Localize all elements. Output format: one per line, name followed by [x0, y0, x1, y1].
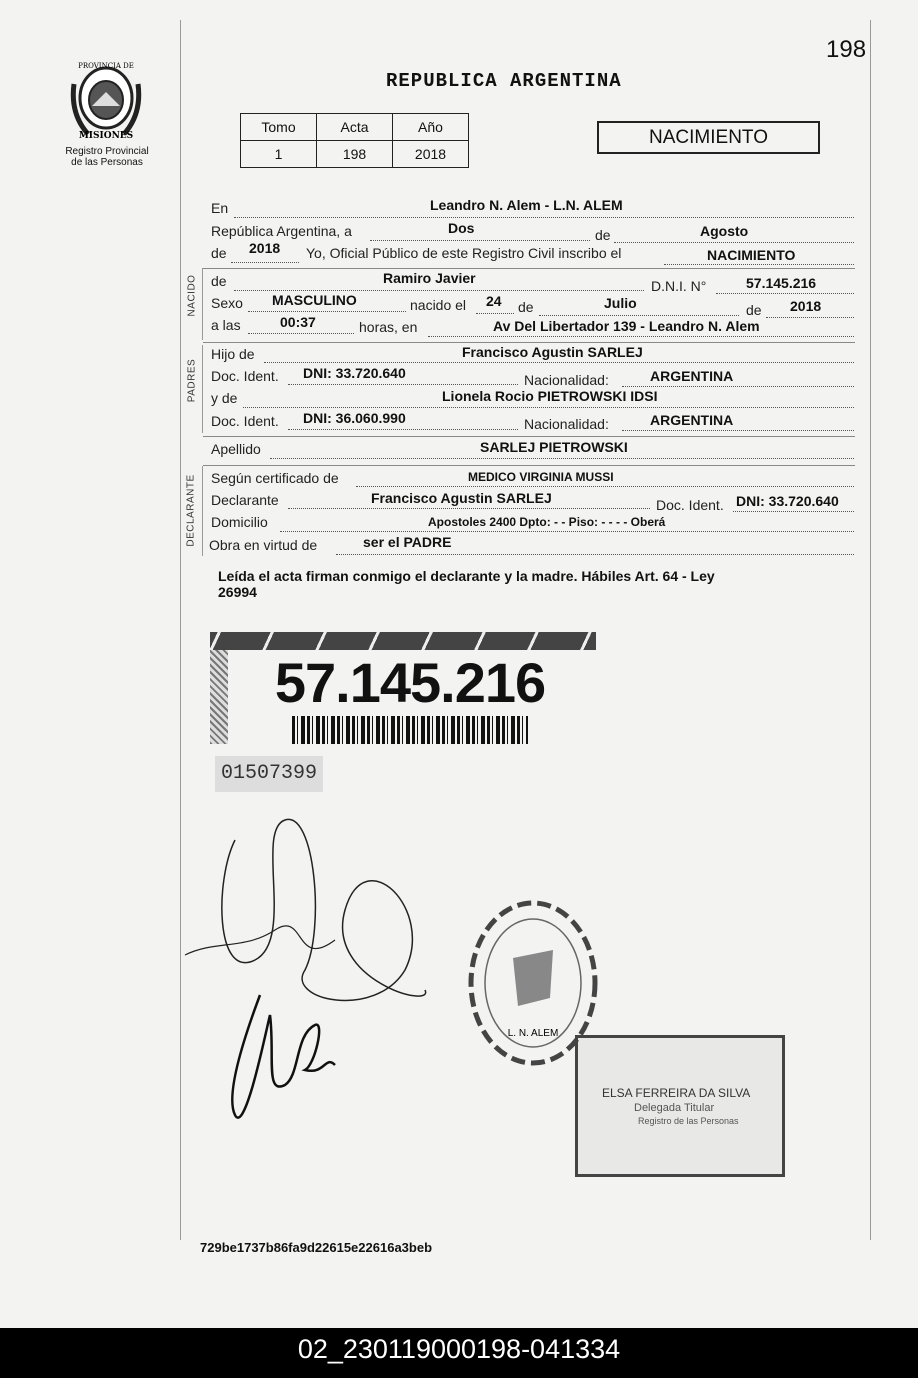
- value-madre-doc: DNI: 36.060.990: [303, 410, 406, 426]
- anio-header: Año: [393, 114, 469, 141]
- tomo-header: Tomo: [241, 114, 317, 141]
- dotline: [270, 458, 854, 459]
- label-de-nombre: de: [211, 273, 227, 289]
- dni-sticker-number: 57.145.216: [274, 651, 546, 714]
- barcode-graphic: [292, 716, 528, 744]
- separator: [203, 436, 855, 437]
- country-title: REPUBLICA ARGENTINA: [386, 70, 622, 92]
- dotline: [234, 217, 854, 218]
- acta-header: Acta: [317, 114, 393, 141]
- label-obra: Obra en virtud de: [209, 537, 318, 553]
- dni-serial: 01507399: [215, 756, 323, 792]
- dotline: [264, 362, 854, 363]
- dotline: [370, 240, 590, 241]
- right-margin-line: [870, 20, 871, 1240]
- dotline: [234, 290, 644, 291]
- province-seal-logo: [66, 54, 146, 142]
- value-dni: 57.145.216: [746, 275, 817, 291]
- label-domicilio: Domicilio: [211, 514, 268, 530]
- dotline: [716, 293, 854, 294]
- document-hash: 729be1737b86fa9d22615e22616a3beb: [200, 1240, 433, 1255]
- label-hijo-de: Hijo de: [211, 346, 255, 362]
- logo-caption-line1: Registro Provincial: [65, 146, 149, 157]
- tomo-value: 1: [241, 141, 317, 168]
- page-number: 198: [826, 36, 867, 63]
- label-horas-en: horas, en: [359, 319, 418, 335]
- label-y-de: y de: [211, 390, 238, 406]
- label-padre-doc: Doc. Ident.: [211, 368, 279, 384]
- separator: [203, 342, 855, 343]
- logo-caption: [48, 146, 166, 168]
- official-stamp: [575, 1035, 785, 1177]
- label-declarante-doc: Doc. Ident.: [656, 497, 724, 513]
- value-sexo: MASCULINO: [272, 292, 357, 308]
- value-mes: Agosto: [700, 223, 749, 239]
- acta-value: 198: [317, 141, 393, 168]
- section-padres: PADRES: [186, 358, 198, 403]
- label-padre-nacionalidad: Nacionalidad:: [524, 372, 609, 388]
- seal-top-text: PROVINCIA DE: [78, 62, 134, 70]
- value-madre-nac: ARGENTINA: [650, 412, 734, 428]
- seal-bottom-text: MISIONES: [78, 131, 134, 141]
- value-madre: Lionela Rocio PIETROWSKI IDSI: [442, 388, 658, 404]
- anio-value: 2018: [393, 141, 469, 168]
- dotline: [622, 386, 854, 387]
- dotline: [766, 317, 854, 318]
- dotline: [280, 531, 854, 532]
- dotline: [356, 486, 854, 487]
- value-domicilio: Apostoles 2400 Dpto: - - Piso: - - - - Oberá: [428, 515, 666, 529]
- dotline: [248, 333, 354, 334]
- section-divider-nacido: [202, 268, 203, 340]
- value-lugar-nac: Av Del Libertador 139 - Leandro N. Alem: [493, 318, 760, 334]
- dotline: [243, 407, 854, 408]
- file-id-footer: 02_230119000198-041334: [0, 1328, 918, 1378]
- official-name: ELSA FERREIRA DA SILVA: [602, 1086, 751, 1100]
- section-divider-padres: [202, 345, 203, 433]
- label-declarante: Declarante: [211, 492, 279, 508]
- dni-security-strip: [210, 632, 596, 650]
- signature-madre: [215, 975, 345, 1125]
- section-nacido: NACIDO: [186, 274, 198, 317]
- value-anio: 2018: [249, 240, 281, 256]
- value-declarante-doc: DNI: 33.720.640: [736, 493, 839, 509]
- section-declarante: DECLARANTE: [185, 474, 197, 547]
- value-padre: Francisco Agustin SARLEJ: [462, 344, 643, 360]
- dotline: [664, 264, 854, 265]
- dotline: [428, 336, 854, 337]
- label-de-mes-nac: de: [518, 299, 534, 315]
- value-obra: ser el PADRE: [363, 534, 452, 550]
- label-de-anio-nac: de: [746, 302, 762, 318]
- value-nombre: Ramiro Javier: [383, 270, 476, 286]
- label-a-las: a las: [211, 317, 241, 333]
- register-table: [240, 113, 469, 168]
- dni-security-pattern: [210, 650, 228, 744]
- label-dni: D.N.I. N°: [651, 278, 707, 294]
- value-anio-nac: 2018: [790, 298, 822, 314]
- official-title: Delegada Titular: [634, 1102, 715, 1114]
- separator: [203, 268, 855, 269]
- closing-note-line2: 26994: [218, 584, 257, 600]
- round-stamp-text: L. N. ALEM: [507, 1028, 559, 1039]
- logo-caption-line2: de las Personas: [71, 157, 143, 168]
- dotline: [336, 554, 854, 555]
- value-padre-doc: DNI: 33.720.640: [303, 365, 406, 381]
- closing-note-line1: Leída el acta firman conmigo el declarante y la madre. Hábiles Art. 64 - Ley: [218, 568, 715, 584]
- separator: [203, 465, 855, 466]
- value-padre-nac: ARGENTINA: [650, 368, 734, 384]
- label-segun: Según certificado de: [211, 470, 339, 486]
- dotline: [231, 262, 299, 263]
- label-de-anio: de: [211, 245, 227, 261]
- dotline: [288, 508, 650, 509]
- section-divider-declarante: [202, 466, 203, 556]
- value-tipo: NACIMIENTO: [707, 247, 796, 263]
- value-lugar: Leandro N. Alem - L.N. ALEM: [430, 197, 623, 213]
- label-sexo: Sexo: [211, 295, 243, 311]
- label-nacido-el: nacido el: [410, 297, 467, 313]
- dotline: [614, 242, 854, 243]
- dotline: [288, 384, 518, 385]
- label-madre-doc: Doc. Ident.: [211, 413, 279, 429]
- value-apellido: SARLEJ PIETROWSKI: [480, 439, 628, 455]
- label-apellido: Apellido: [211, 441, 261, 457]
- closing-note: [218, 568, 715, 600]
- value-dia: Dos: [448, 220, 475, 236]
- dotline: [248, 311, 406, 312]
- value-hora: 00:37: [280, 314, 316, 330]
- label-de-mes: de: [595, 227, 611, 243]
- dotline: [622, 430, 854, 431]
- value-declarante: Francisco Agustin SARLEJ: [371, 490, 552, 506]
- value-mes-nac: Julio: [604, 295, 637, 311]
- official-org: Registro de las Personas: [638, 1116, 739, 1126]
- dotline: [733, 511, 854, 512]
- label-en: En: [211, 200, 229, 216]
- dotline: [476, 313, 514, 314]
- act-type-box: NACIMIENTO: [597, 121, 820, 154]
- label-madre-nacionalidad: Nacionalidad:: [524, 416, 609, 432]
- label-oficial: Yo, Oficial Público de este Registro Civil inscribo el: [306, 245, 622, 261]
- value-dia-nac: 24: [486, 293, 502, 309]
- value-certificado: MEDICO VIRGINIA MUSSI: [468, 470, 614, 484]
- dotline: [288, 429, 518, 430]
- label-republica: República Argentina, a: [211, 223, 352, 239]
- dotline: [539, 315, 739, 316]
